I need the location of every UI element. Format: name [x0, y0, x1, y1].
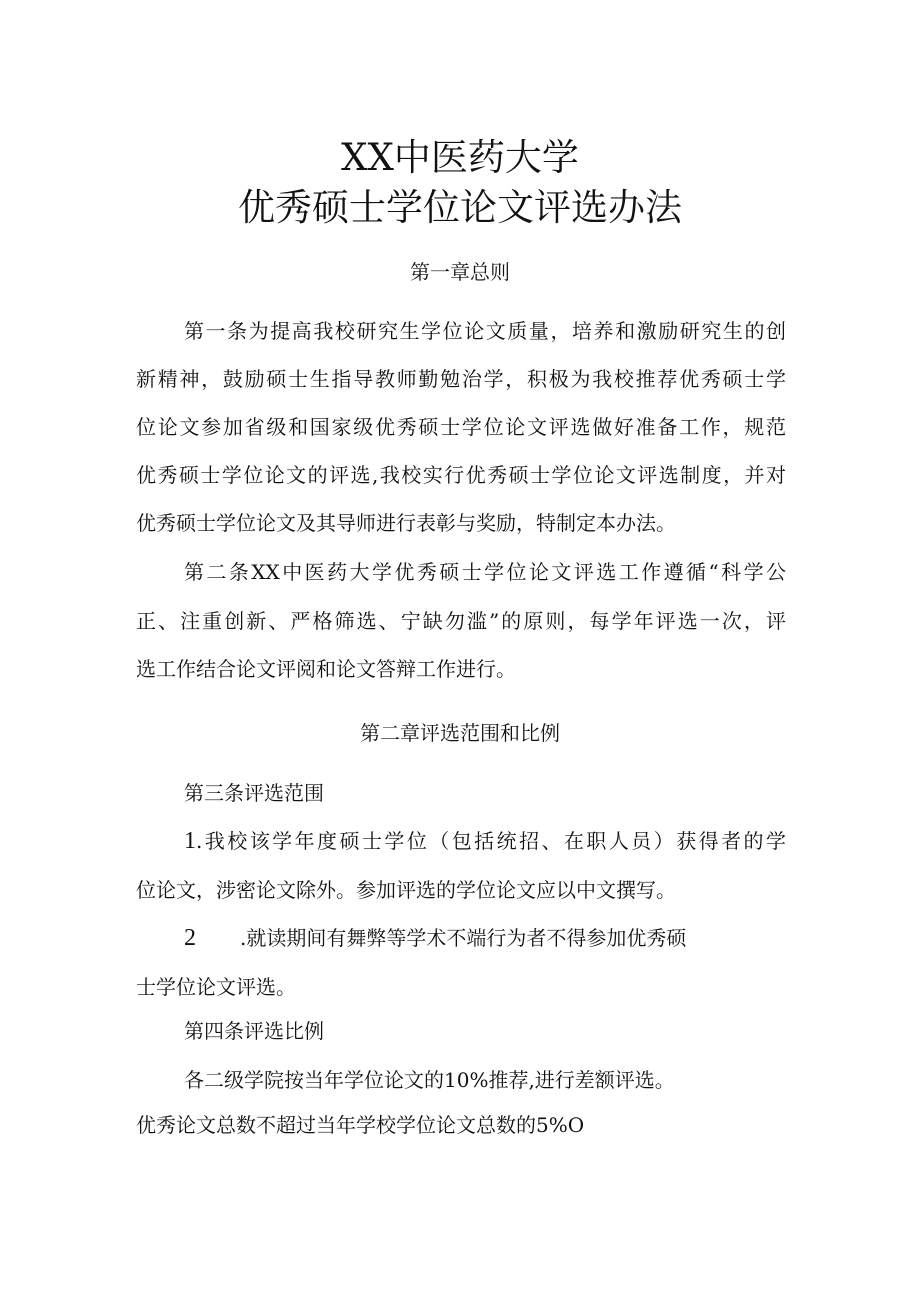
article4-line: 各二级学院按当年学位论文的10%推荐,进行差额评选。	[184, 1068, 675, 1092]
article1-line: 第一条为提高我校研究生学位论文质量，培养和激励研究生的创	[184, 319, 786, 343]
scope-item-2-text: .就读期间有舞弊等学术不端行为者不得参加优秀硕	[240, 926, 687, 950]
document-title-line1: XX中医药大学	[341, 136, 579, 179]
article2-line: 正、注重创新、严格筛选、宁缺勿滥”的原则，每学年评选一次，评	[136, 609, 786, 633]
scope-item-2-continuation: 士学位论文评选。	[136, 975, 296, 999]
scope-item-2	[184, 923, 686, 953]
chapter1-heading: 第一章总则	[410, 260, 510, 284]
article4-line: 优秀论文总数不超过当年学校学位论文总数的5%O	[136, 1113, 585, 1137]
scope-item-1-number: 1	[184, 828, 196, 854]
scope-item-2-number: 2	[184, 925, 196, 951]
scope-item-1	[184, 826, 786, 856]
article1-line: 位论文参加省级和国家级优秀硕士学位论文评选做好准备工作，规范	[136, 415, 786, 439]
scope-item-1-continuation: 位论文，涉密论文除外。参加评选的学位论文应以中文撰写。	[136, 878, 676, 902]
article2-line: 选工作结合论文评阅和论文答辩工作进行。	[136, 657, 516, 681]
chapter2-heading: 第二章评选范围和比例	[360, 721, 560, 745]
article3-title: 第三条评选范围	[184, 781, 324, 805]
article1-line: 新精神，鼓励硕士生指导教师勤勉治学，积极为我校推荐优秀硕士学	[136, 367, 786, 391]
article2-line: 第二条XX中医药大学优秀硕士学位论文评选工作遵循“科学公	[184, 560, 786, 584]
article1-line: 优秀硕士学位论文及其导师进行表彰与奖励，特制定本办法。	[136, 511, 676, 535]
article4-title: 第四条评选比例	[184, 1019, 324, 1043]
article1-line: 优秀硕士学位论文的评选,我校实行优秀硕士学位论文评选制度，并对	[136, 463, 786, 487]
scope-item-1-text: .我校该学年度硕士学位（包括统招、在职人员）获得者的学	[196, 829, 786, 853]
document-title-line2: 优秀硕士学位论文评选办法	[238, 186, 682, 229]
